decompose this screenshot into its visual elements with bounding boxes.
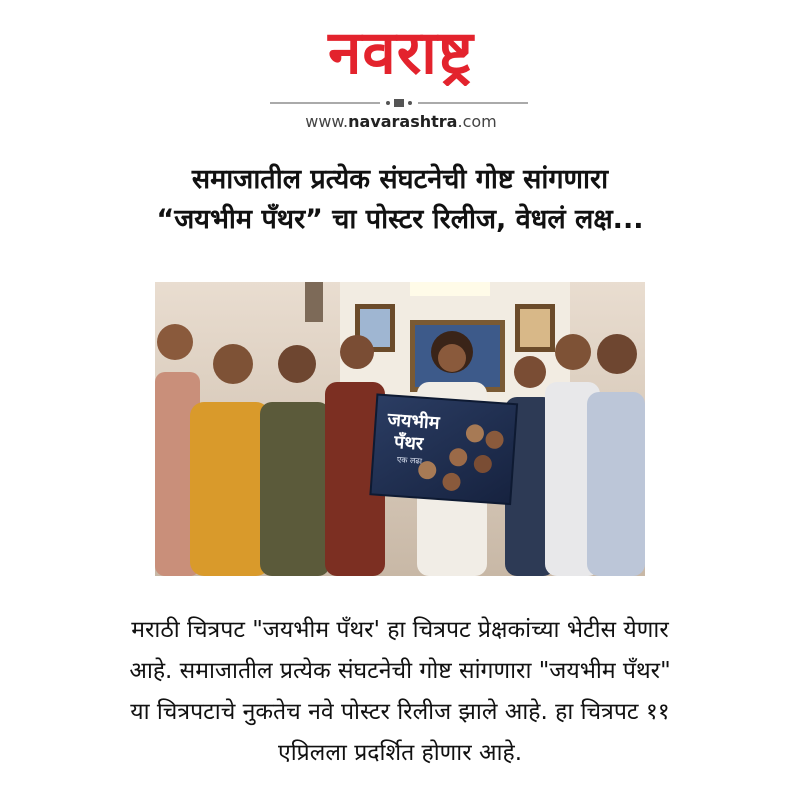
article-body <box>30 610 770 774</box>
poster-title-line-2: पँथर <box>393 431 424 455</box>
headline-line-2: “जयभीम पँथर” चा पोस्टर रिलीज, वेधलं लक्ष... <box>156 204 644 235</box>
site-logo <box>0 14 800 134</box>
logo-url-domain: navarashtra <box>348 112 458 131</box>
logo-title: नवराष्ट्र <box>328 20 474 86</box>
news-photo <box>155 282 645 576</box>
body-line-1: मराठी चित्रपट "जयभीम पँथर' हा चित्रपट प्रेक्षकांच्या भेटीस येणार <box>131 617 669 643</box>
logo-url-prefix: www. <box>305 112 349 131</box>
body-line-4: एप्रिलला प्रदर्शित होणार आहे. <box>277 740 523 766</box>
logo-url <box>262 112 540 131</box>
poster-subtitle: एक लढा <box>396 455 423 466</box>
body-line-2: आहे. समाजातील प्रत्येक संघटनेची गोष्ट सांगणारा "जयभीम पँथर" <box>129 658 671 684</box>
headline <box>40 160 760 240</box>
body-line-3: या चित्रपटाचे नुकतेच नवे पोस्टर रिलीज झाले आहे. हा चित्रपट ११ <box>130 699 670 725</box>
headline-line-1: समाजातील प्रत्येक संघटनेची गोष्ट सांगणारा <box>191 164 609 195</box>
logo-divider-icon <box>270 96 528 110</box>
logo-url-suffix: .com <box>457 112 497 131</box>
group-photo-icon <box>155 282 645 576</box>
poster-title-line-1: जयभीम <box>386 409 441 434</box>
